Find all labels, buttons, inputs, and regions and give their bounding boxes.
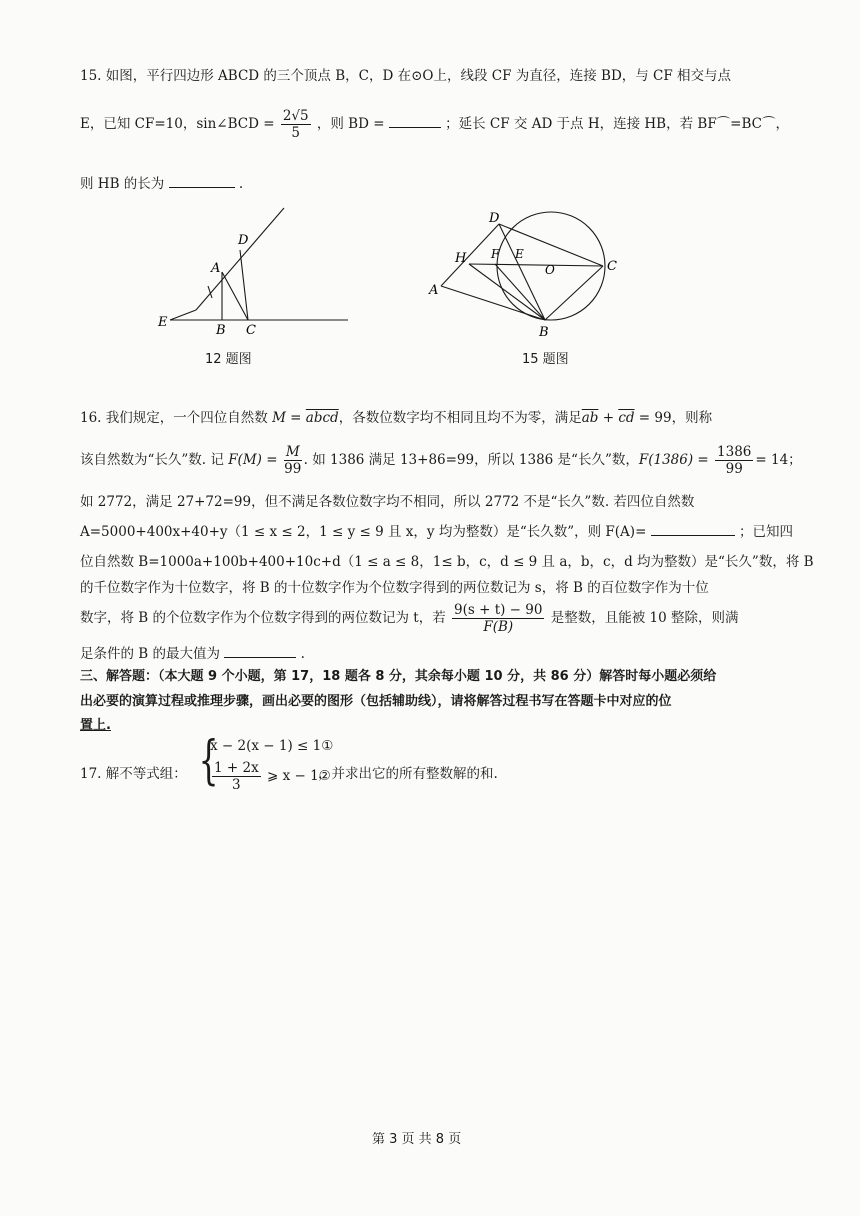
q17-ineq2-num: 1 + 2x bbox=[214, 760, 259, 776]
q15-line1: 15. 如图，平行四边形 ABCD 的三个顶点 B，C，D 在⊙O上，线段 CF 为直径，连接 BD，与 CF 相交与点 bbox=[80, 68, 732, 84]
fig15-line-db bbox=[499, 224, 545, 320]
figure-12 bbox=[150, 200, 360, 340]
page-footer: 第 3 页 共 8 页 bbox=[372, 1132, 462, 1147]
q15-line2c: ；延长 CF 交 AD 于点 H，连接 HB，若 BF⌒=BC⌒， bbox=[445, 116, 789, 132]
sin-den: 5 bbox=[291, 125, 300, 141]
q16-frac-m-den: 99 bbox=[284, 461, 302, 477]
q16-frac-m-num: M bbox=[285, 444, 300, 460]
section3-line2: 出必要的演算过程或推理步骤，画出必要的图形（包括辅助线），请将解答过程书写在答题卡中对应的位 bbox=[80, 694, 672, 709]
q16-line4a: A=5000+400x+40+y（1 ≤ x ≤ 2，1 ≤ y ≤ 9 且 x，y 均为整数）是“长久数”，则 F(A)= bbox=[80, 524, 647, 540]
q16-blank-fa[interactable] bbox=[651, 523, 735, 536]
fig15-line-hb bbox=[469, 264, 545, 320]
q16-line2e: = 14； bbox=[755, 452, 802, 468]
q15-line3-text: 则 HB 的长为 bbox=[80, 176, 165, 192]
section3-line3: 置上. bbox=[80, 718, 111, 733]
sin-num: 2√5 bbox=[282, 108, 309, 124]
q17-ineq1: x − 2(x − 1) ≤ 1① bbox=[210, 738, 334, 754]
q17-ineq2-frac bbox=[212, 760, 261, 793]
q16-line1 bbox=[80, 406, 712, 426]
q16-fm: F(M) = bbox=[228, 452, 278, 468]
q16-line2 bbox=[80, 444, 802, 477]
fig12-dc-segment bbox=[240, 250, 248, 320]
q16-line7 bbox=[80, 602, 739, 635]
fig15-caption: 15 题图 bbox=[522, 352, 569, 367]
q16-line1a: 16. 我们规定，一个四位自然数 bbox=[80, 410, 268, 426]
q15-line3: 则 HB 的长为 . bbox=[80, 176, 244, 192]
q16-line7a: 数字，将 B 的个位数字作为个位数字得到的两位数记为 t，若 bbox=[80, 610, 446, 626]
q16-plus: + bbox=[598, 410, 619, 426]
q17-ineq2 bbox=[210, 760, 331, 793]
fig15-label-c: C bbox=[607, 259, 617, 274]
q16-frac-m bbox=[284, 444, 302, 477]
q16-frac-1386-num: 1386 bbox=[717, 444, 752, 460]
q15-line2 bbox=[80, 108, 789, 141]
fig15-line-hc bbox=[469, 264, 603, 266]
fig15-label-o: O bbox=[545, 263, 555, 277]
fig12-label-e: E bbox=[158, 315, 168, 330]
q16-line8-text: 足条件的 B 的最大值为 bbox=[80, 646, 221, 662]
q16-frac-st-num: 9(s + t) − 90 bbox=[454, 602, 543, 618]
q15-blank-bd[interactable] bbox=[389, 115, 441, 128]
sin-fraction bbox=[281, 108, 311, 141]
q16-frac-1386-den: 99 bbox=[725, 461, 743, 477]
fig12-label-a: A bbox=[211, 261, 221, 276]
q16-frac-st bbox=[452, 602, 544, 635]
section3-line1: 三、解答题：（本大题 9 个小题，第 17，18 题各 8 分，其余每小题 10 分，共 86 分）解答时每小题必须给 bbox=[80, 669, 717, 684]
q16-blank-bmax[interactable] bbox=[224, 645, 296, 658]
fig15-label-a: A bbox=[429, 283, 439, 298]
fig15-label-d: D bbox=[489, 211, 500, 226]
q17-ineq2-rest: ⩾ x − 1② bbox=[266, 768, 331, 784]
q16-line7b: 是整数，且能被 10 整除，则满 bbox=[550, 610, 739, 626]
q16-f1386: F(1386) = bbox=[638, 452, 709, 468]
q15-line2a: E，已知 CF=10，sin∠BCD = bbox=[80, 116, 275, 132]
fig12-label-d: D bbox=[238, 233, 249, 248]
q16-ab: $\overline{ab}$ bbox=[581, 410, 599, 426]
q16-cd: $\overline{cd}$ bbox=[618, 410, 635, 426]
fig15-label-h: H bbox=[455, 251, 467, 266]
fig15-label-e: E bbox=[515, 247, 524, 261]
q17-brace: { bbox=[198, 731, 219, 791]
fig12-ac-segment bbox=[222, 272, 248, 320]
q16-line2a: 该自然数为“长久”数. 记 bbox=[80, 452, 224, 468]
fig15-label-f: F bbox=[491, 247, 500, 261]
q16-line1b: M = bbox=[272, 410, 302, 426]
q17-ineq2-den: 3 bbox=[232, 777, 241, 793]
q16-line1h: = 99，则称 bbox=[634, 410, 713, 426]
fig12-label-b: B bbox=[216, 323, 226, 338]
fig12-label-c: C bbox=[246, 323, 256, 338]
q16-line4b: ；已知四 bbox=[738, 524, 793, 540]
q16-line5: 位自然数 B=1000a+100b+400+10c+d（1 ≤ a ≤ 8，1≤ b，c，d ≤ 9 且 a，b，c，d 均为整数）是“长久”数，将 B bbox=[80, 554, 814, 570]
q16-line4 bbox=[80, 520, 793, 540]
fig12-caption: 12 题图 bbox=[205, 352, 252, 367]
q16-frac-1386 bbox=[715, 444, 753, 477]
figure-15 bbox=[425, 198, 625, 348]
q16-line2c: . 如 1386 满足 13+86=99，所以 1386 是“长久”数， bbox=[303, 452, 639, 468]
q15-blank-hb[interactable] bbox=[169, 175, 235, 188]
q17-label: 17. 解不等式组： bbox=[80, 766, 187, 782]
fig15-label-b: B bbox=[539, 325, 549, 340]
q16-line6: 的千位数字作为十位数字，将 B 的十位数字作为个位数字得到的两位数记为 s，将 B 的百位数字作为十位 bbox=[80, 580, 709, 596]
fig12-slant-line bbox=[196, 208, 284, 310]
q17-tail: ，并求出它的所有整数解的和. bbox=[318, 766, 498, 782]
q16-line1d: ，各数位数字均不相同且均不为零，满足 bbox=[338, 410, 582, 426]
q16-line3: 如 2772，满足 27+72=99，但不满足各数位数字均不相同，所以 2772 不是“长久”数. 若四位自然数 bbox=[80, 494, 695, 510]
q16-abcd: abcd bbox=[305, 410, 339, 426]
q16-frac-st-den: F(B) bbox=[483, 619, 514, 635]
fig12-e-segment bbox=[170, 310, 196, 320]
q16-line8: 足条件的 B 的最大值为 . bbox=[80, 646, 305, 662]
q15-line2b: ，则 BD = bbox=[316, 116, 385, 132]
